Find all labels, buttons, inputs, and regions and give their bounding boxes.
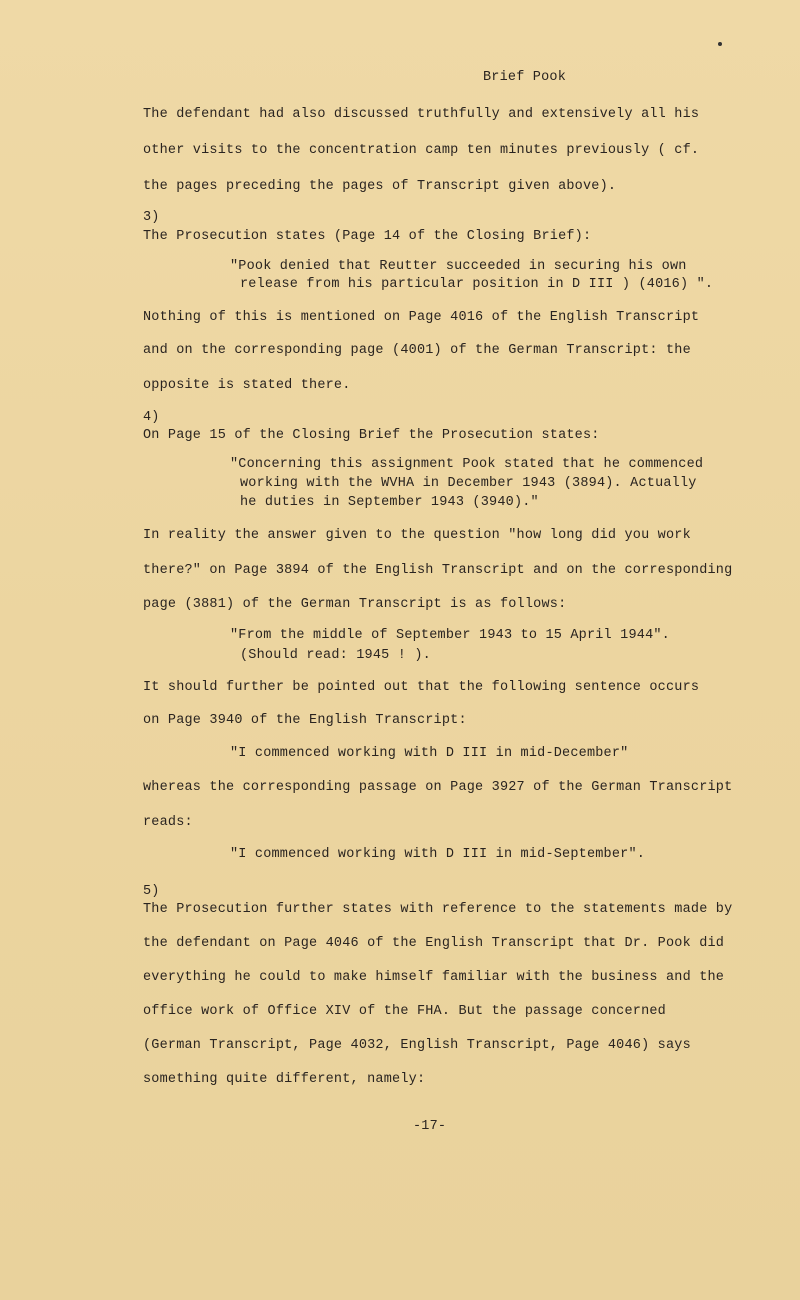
section-intro: The Prosecution states (Page 14 of the Closing Brief): [143, 229, 592, 244]
body-line: and on the corresponding page (4001) of the German Transcript: the [143, 343, 691, 358]
body-line: (German Transcript, Page 4032, English Transcript, Page 4046) says [143, 1038, 691, 1053]
quote-line: "I commenced working with D III in mid-December" [230, 746, 629, 761]
section-number: 3) [143, 210, 160, 225]
body-line: there?" on Page 3894 of the English Transcript and on the corresponding [143, 563, 733, 578]
section-number: 5) [143, 884, 160, 899]
body-line: page (3881) of the German Transcript is as follows: [143, 597, 567, 612]
quote-line: "Concerning this assignment Pook stated that he commenced [230, 457, 704, 472]
quote-line: he duties in September 1943 (3940)." [240, 495, 539, 510]
ink-dot [718, 42, 722, 46]
page-number: -17- [413, 1119, 447, 1134]
body-line: other visits to the concentration camp ten minutes previously ( cf. [143, 143, 700, 158]
section-intro: On Page 15 of the Closing Brief the Prosecution states: [143, 428, 600, 443]
body-line: In reality the answer given to the question "how long did you work [143, 528, 691, 543]
body-line: the pages preceding the pages of Transcript given above). [143, 179, 617, 194]
quote-line: "Pook denied that Reutter succeeded in securing his own [230, 259, 687, 274]
body-line: opposite is stated there. [143, 378, 351, 393]
body-line: whereas the corresponding passage on Page 3927 of the German Transcript [143, 780, 733, 795]
quote-line: working with the WVHA in December 1943 (3894). Actually [240, 476, 697, 491]
body-line: the defendant on Page 4046 of the English Transcript that Dr. Pook did [143, 936, 725, 951]
quote-line: "I commenced working with D III in mid-September". [230, 847, 646, 862]
body-line: The Prosecution further states with reference to the statements made by [143, 902, 733, 917]
body-line: office work of Office XIV of the FHA. But the passage concerned [143, 1004, 666, 1019]
body-line: everything he could to make himself familiar with the business and the [143, 970, 725, 985]
quote-line: (Should read: 1945 ! ). [240, 648, 431, 663]
body-line: It should further be pointed out that the following sentence occurs [143, 680, 700, 695]
body-line: reads: [143, 815, 193, 830]
body-line: something quite different, namely: [143, 1072, 426, 1087]
section-number: 4) [143, 410, 160, 425]
body-line: Nothing of this is mentioned on Page 4016 of the English Transcript [143, 310, 700, 325]
quote-line: "From the middle of September 1943 to 15 April 1944". [230, 628, 670, 643]
body-line: on Page 3940 of the English Transcript: [143, 713, 467, 728]
quote-line: release from his particular position in D III ) (4016) ". [240, 277, 714, 292]
page-title: Brief Pook [483, 70, 567, 85]
body-line: The defendant had also discussed truthfully and extensively all his [143, 107, 700, 122]
